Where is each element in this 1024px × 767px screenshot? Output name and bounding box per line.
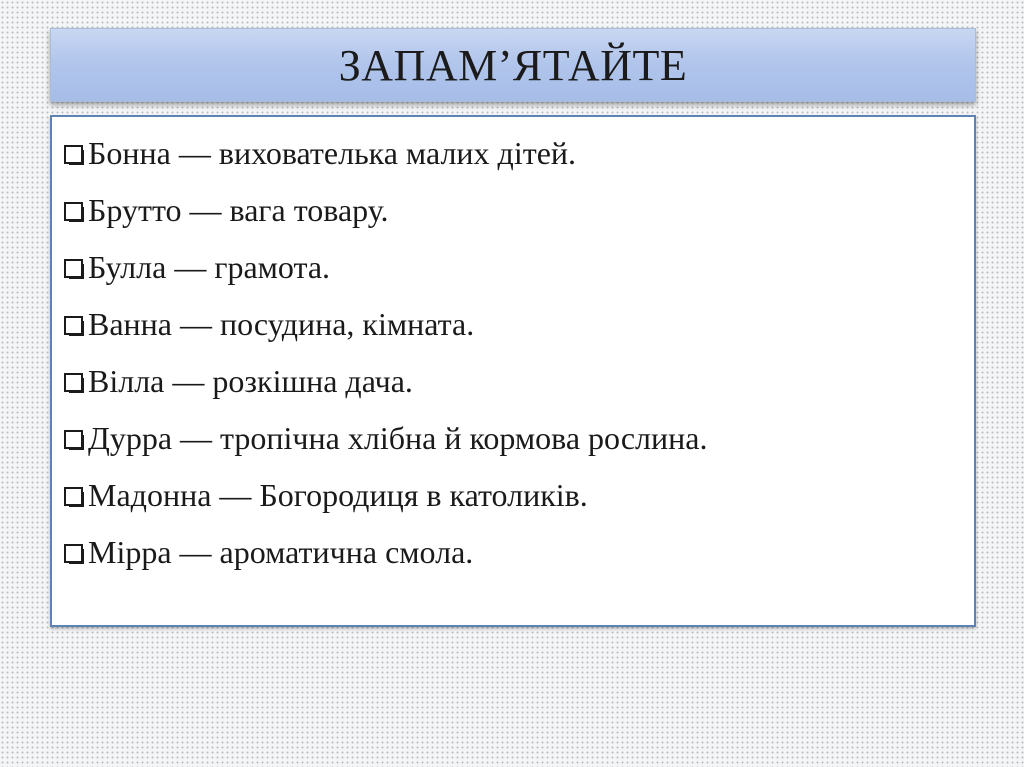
list-item xyxy=(64,410,707,467)
list-item xyxy=(64,182,707,239)
list-item-text: Вілла — розкішна дача. xyxy=(88,363,413,399)
term-list xyxy=(64,125,707,581)
list-item xyxy=(64,524,707,581)
checkbox-icon xyxy=(64,373,84,393)
list-item-text: Ванна — посудина, кімната. xyxy=(88,306,475,342)
list-item xyxy=(64,353,707,410)
checkbox-icon xyxy=(64,316,84,336)
checkbox-icon xyxy=(64,202,84,222)
checkbox-icon xyxy=(64,259,84,279)
list-item xyxy=(64,467,707,524)
list-item-text: Булла — грамота. xyxy=(88,249,331,285)
list-item-text: Дурра — тропічна хлібна й кормова рослина. xyxy=(88,420,708,456)
checkbox-icon xyxy=(64,430,84,450)
checkbox-icon xyxy=(64,544,84,564)
title-bar xyxy=(50,28,976,102)
list-item xyxy=(64,125,707,182)
list-item-text: Мадонна — Богородиця в католиків. xyxy=(88,477,588,513)
checkbox-icon xyxy=(64,487,84,507)
list-item-text: Мірра — ароматична смола. xyxy=(88,534,474,570)
checkbox-icon xyxy=(64,145,84,165)
list-item-text: Брутто — вага товару. xyxy=(88,192,389,228)
content-box xyxy=(50,115,976,627)
slide-title: ЗАПАМ’ЯТАЙТЕ xyxy=(338,40,688,90)
list-item-text: Бонна — вихователька малих дітей. xyxy=(88,135,577,171)
list-item xyxy=(64,239,707,296)
list-item xyxy=(64,296,707,353)
